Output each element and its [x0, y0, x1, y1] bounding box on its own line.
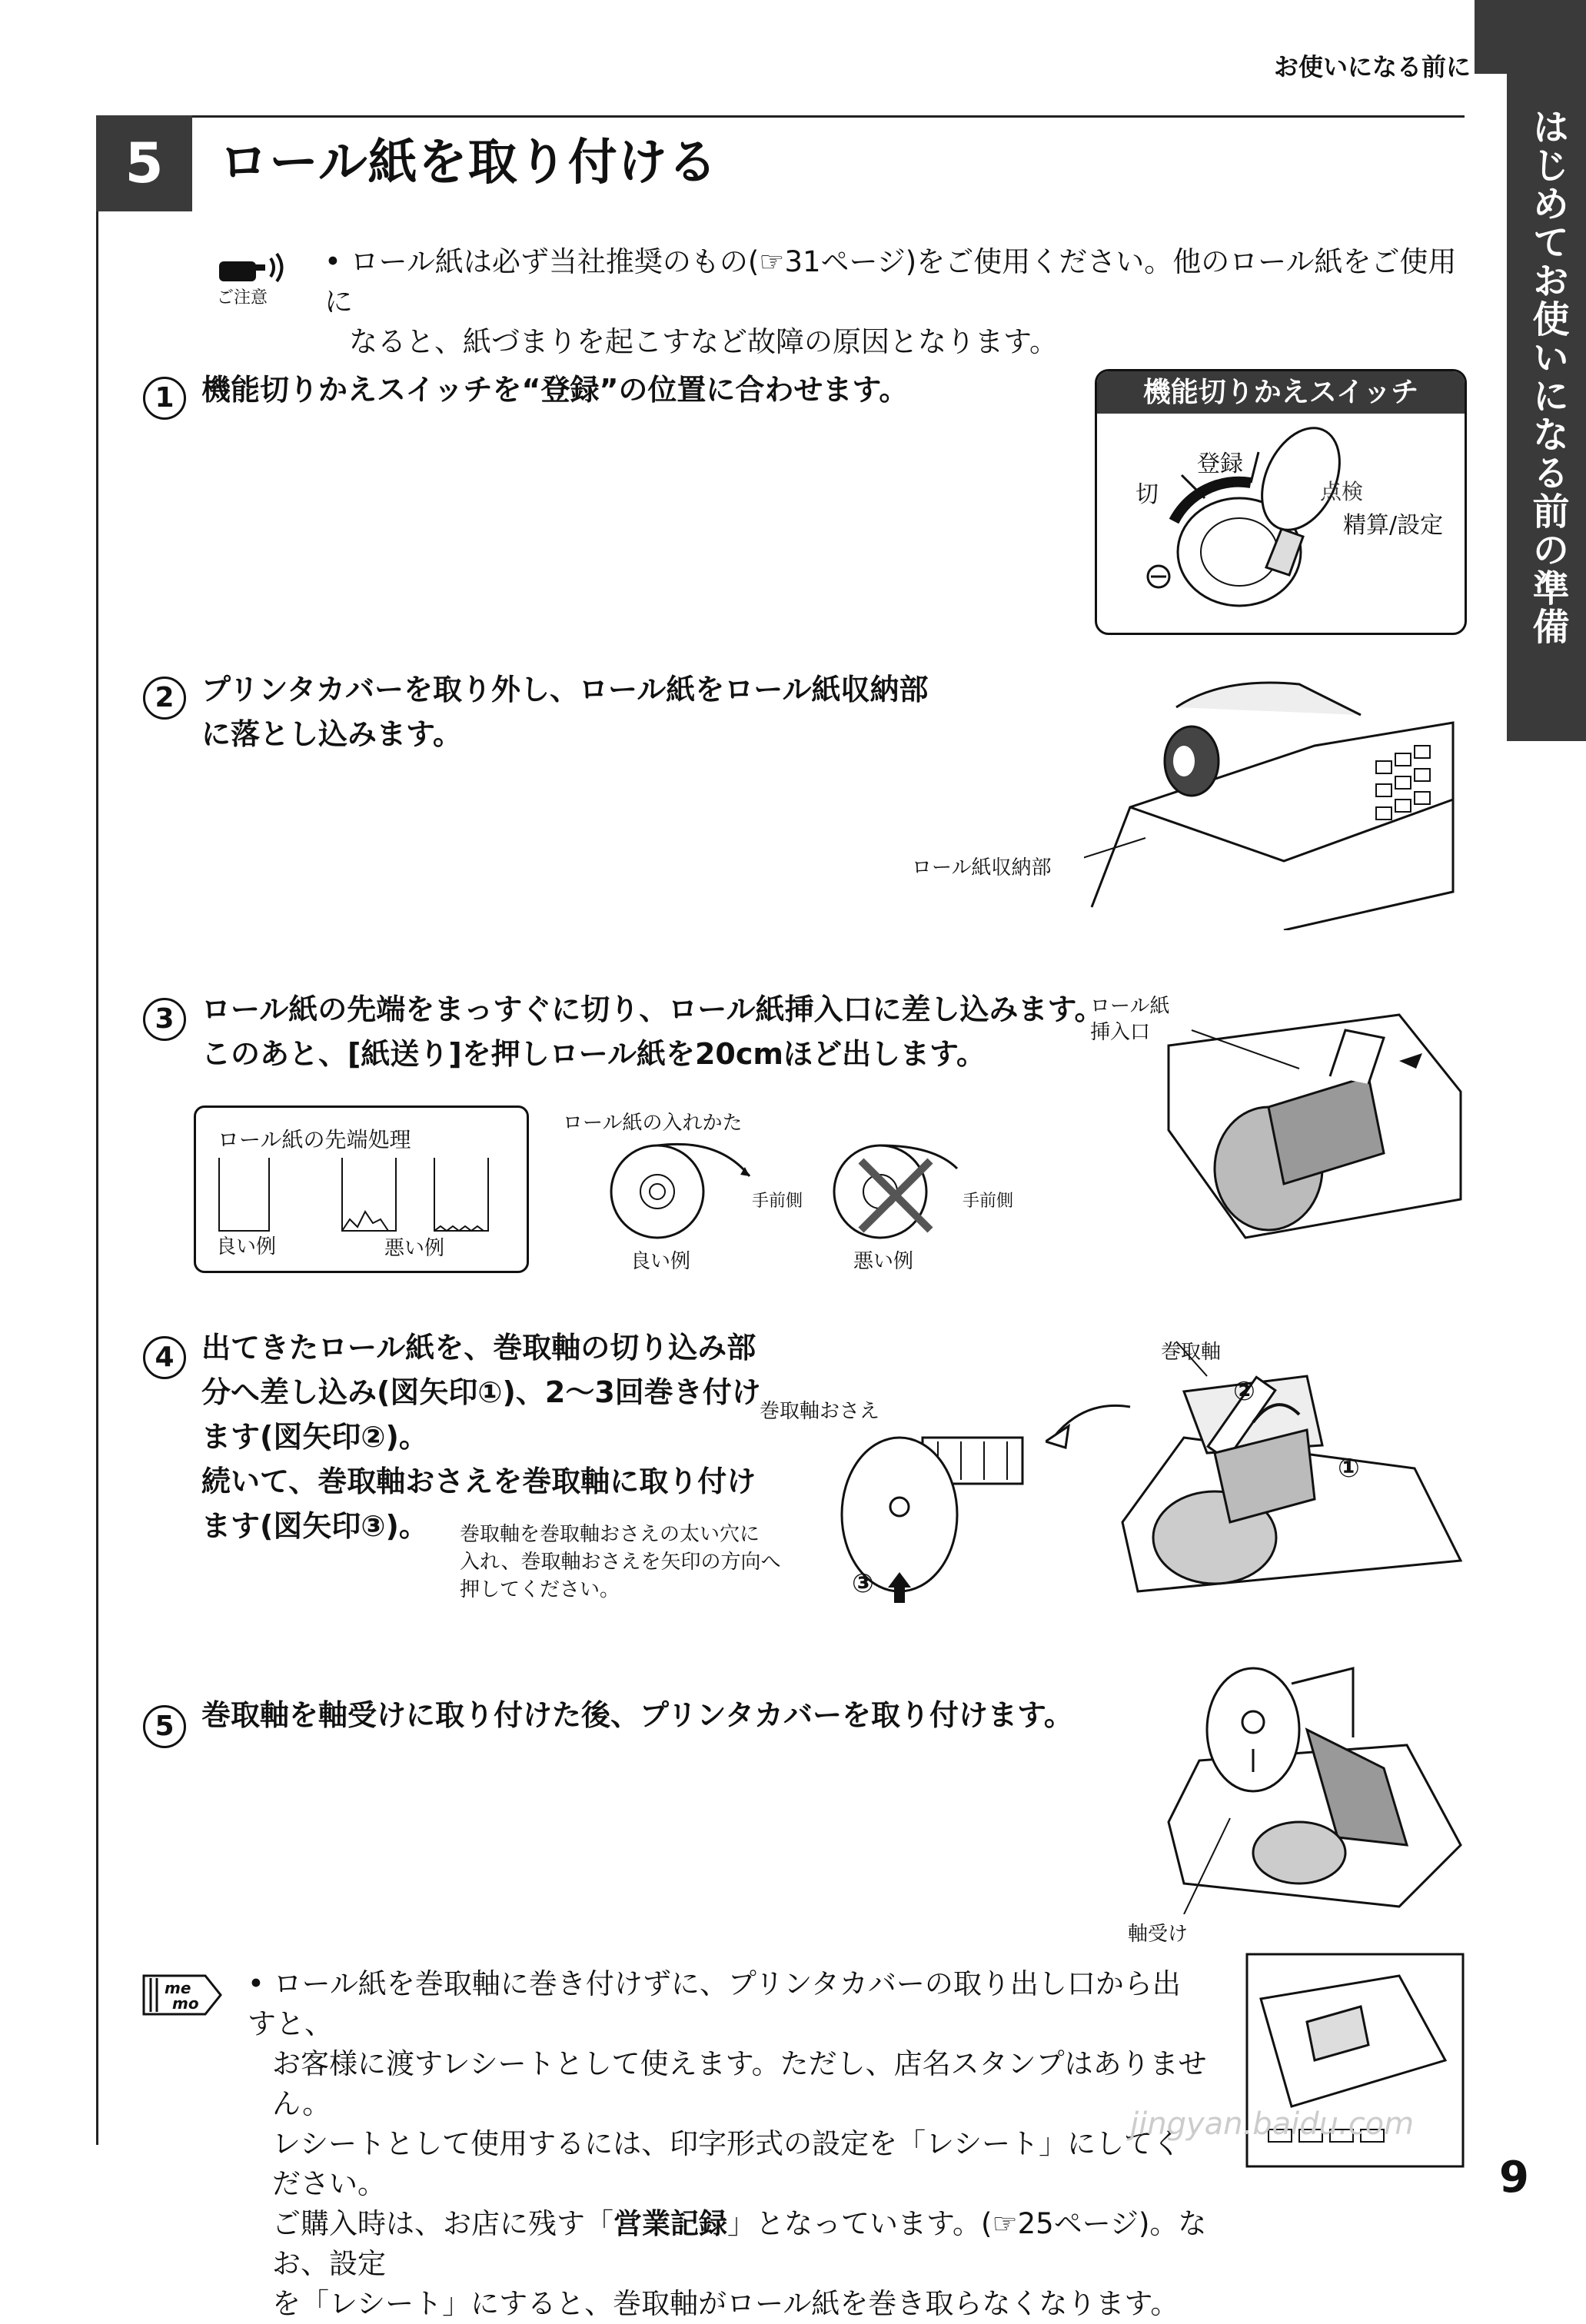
trim-title: ロール紙の先端処理	[218, 1127, 411, 1152]
switch-figure-title: 機能切りかえスイッチ	[1097, 371, 1465, 414]
takeup-shaft-illustration	[1046, 1330, 1468, 1599]
arrow-3-label: ③	[852, 1568, 874, 1599]
memo-line-1: ロール紙を巻取軸に巻き付けずに、プリンタカバーの取り出し口から出すと、	[248, 1967, 1181, 2040]
step-3-line-1: ロール紙の先端をまっすぐに切り、ロール紙挿入口に差し込みます。	[201, 992, 1104, 1026]
insert-bad-label: 悪い例	[853, 1250, 914, 1273]
shaft-note-line-1: 巻取軸を巻取軸おさえの太い穴に	[460, 1523, 760, 1546]
trim-examples-illustration	[211, 1154, 511, 1238]
trim-bad-label: 悪い例	[384, 1237, 445, 1260]
step-2-number: 2	[143, 677, 186, 720]
up-arrow-icon	[884, 1568, 915, 1607]
printer-cover-illustration	[1084, 677, 1468, 930]
memo-line-4a: ご購入時は、お店に残す「	[272, 2207, 613, 2240]
header-section-label: お使いになる前に	[1273, 52, 1471, 81]
step-4-line-3: ます(図矢印②)。	[201, 1420, 428, 1454]
insert-good-label: 良い例	[630, 1250, 691, 1273]
step-1-number: 1	[143, 377, 186, 420]
shaft-note	[460, 1521, 781, 1604]
step-3-line-2: このあと、[紙送り]を押しロール紙を20cmほど出します。	[201, 1037, 986, 1071]
insert-slot-illustration	[1153, 999, 1468, 1245]
insert-slot-label-2: 挿入口	[1090, 1021, 1151, 1044]
switch-figure	[1095, 369, 1467, 635]
holder-label: 巻取軸おさえ	[760, 1400, 880, 1423]
step-4-line-2: 分へ差し込み(図矢印①)、2～3回巻き付け	[201, 1375, 761, 1409]
arrow-1-label: ①	[1338, 1453, 1360, 1484]
step-2-line-1: プリンタカバーを取り外し、ロール紙をロール紙収納部	[201, 673, 929, 707]
side-tab-top	[1475, 0, 1586, 74]
step-4-line-4: 続いて、巻取軸おさえを巻取軸に取り付け	[201, 1465, 756, 1498]
bullet: •	[248, 1967, 264, 2000]
insert-slot-label-1: ロール紙	[1090, 995, 1170, 1018]
left-rule	[96, 115, 98, 2145]
switch-check-label: 点検	[1320, 479, 1364, 504]
front-side-label-2: 手前側	[963, 1192, 1014, 1211]
section-number: 5	[96, 115, 192, 211]
caution-text	[324, 242, 1470, 362]
step-2-line-2: に落とし込みます。	[201, 717, 462, 751]
bullet: •	[324, 245, 341, 278]
arrow-2-label: ②	[1233, 1376, 1255, 1407]
caution-line-1: ロール紙は必ず当社推奨のもの(☞31ページ)をご使用ください。他のロール紙をご使用に	[324, 245, 1457, 318]
step-3-number: 3	[143, 998, 186, 1041]
memo-line-4	[248, 2204, 1209, 2284]
switch-settle-label: 精算/設定	[1343, 512, 1444, 539]
bearing-illustration	[1153, 1653, 1468, 1914]
top-rule	[96, 115, 1465, 118]
step-2-text	[201, 667, 928, 756]
memo-line-5: を「レシート」にすると、巻取軸がロール紙を巻き取らなくなります。	[272, 2287, 1179, 2320]
trim-example-box	[194, 1105, 529, 1273]
trim-good-label: 良い例	[216, 1235, 277, 1258]
caution-line-2: なると、紙づまりを起こすなど故障の原因となります。	[349, 325, 1059, 358]
step-4-line-5: ます(図矢印③)。	[201, 1509, 428, 1543]
bearing-label: 軸受け	[1128, 1923, 1189, 1946]
step-4-text	[201, 1325, 761, 1548]
memo-text	[248, 1964, 1209, 2324]
step-3-text	[201, 987, 1103, 1076]
step-5-text: 巻取軸を軸受けに取り付けた後、プリンタカバーを取り付けます。	[201, 1698, 1073, 1732]
roll-storage-label: ロール紙収納部	[912, 856, 1052, 879]
memo-line-4c: 」となっています。(☞25ページ)。なお、設定	[272, 2207, 1207, 2280]
step-5-number: 5	[143, 1705, 186, 1748]
shaft-note-line-2: 入れ、巻取軸おさえを矢印の方向へ	[460, 1551, 781, 1574]
page-number: 9	[1499, 2153, 1529, 2203]
side-tab-label: はじめてお使いになる前の準備	[1526, 108, 1569, 646]
step-4-line-1: 出てきたロール紙を、巻取軸の切り込み部	[201, 1331, 756, 1365]
front-side-label-1: 手前側	[752, 1192, 803, 1211]
section-title: ロール紙を取り付ける	[219, 135, 718, 191]
shaft-note-line-3: 押してください。	[460, 1578, 620, 1601]
memo-icon	[140, 1972, 224, 2018]
takeup-shaft-label: 巻取軸	[1161, 1341, 1222, 1364]
step-4-number: 4	[143, 1336, 186, 1379]
insert-direction-title: ロール紙の入れかた	[563, 1112, 743, 1135]
watermark: jingyan.baidu.com	[1130, 2106, 1415, 2142]
svg-text:me: me	[165, 1979, 191, 1997]
caution-label: ご注意	[217, 288, 268, 308]
switch-register-label: 登録	[1197, 451, 1243, 477]
memo-line-2: お客様に渡すレシートとして使えます。ただし、店名スタンプはありません。	[272, 2047, 1207, 2120]
memo-line-3: レシートとして使用するには、印字形式の設定を「レシート」にしてください。	[272, 2127, 1182, 2200]
memo-line-4b: 営業記録	[613, 2207, 727, 2240]
svg-text:mo: mo	[172, 1994, 199, 2013]
switch-off-label: 切	[1135, 481, 1159, 508]
step-1-text: 機能切りかえスイッチを“登録”の位置に合わせます。	[201, 373, 909, 407]
